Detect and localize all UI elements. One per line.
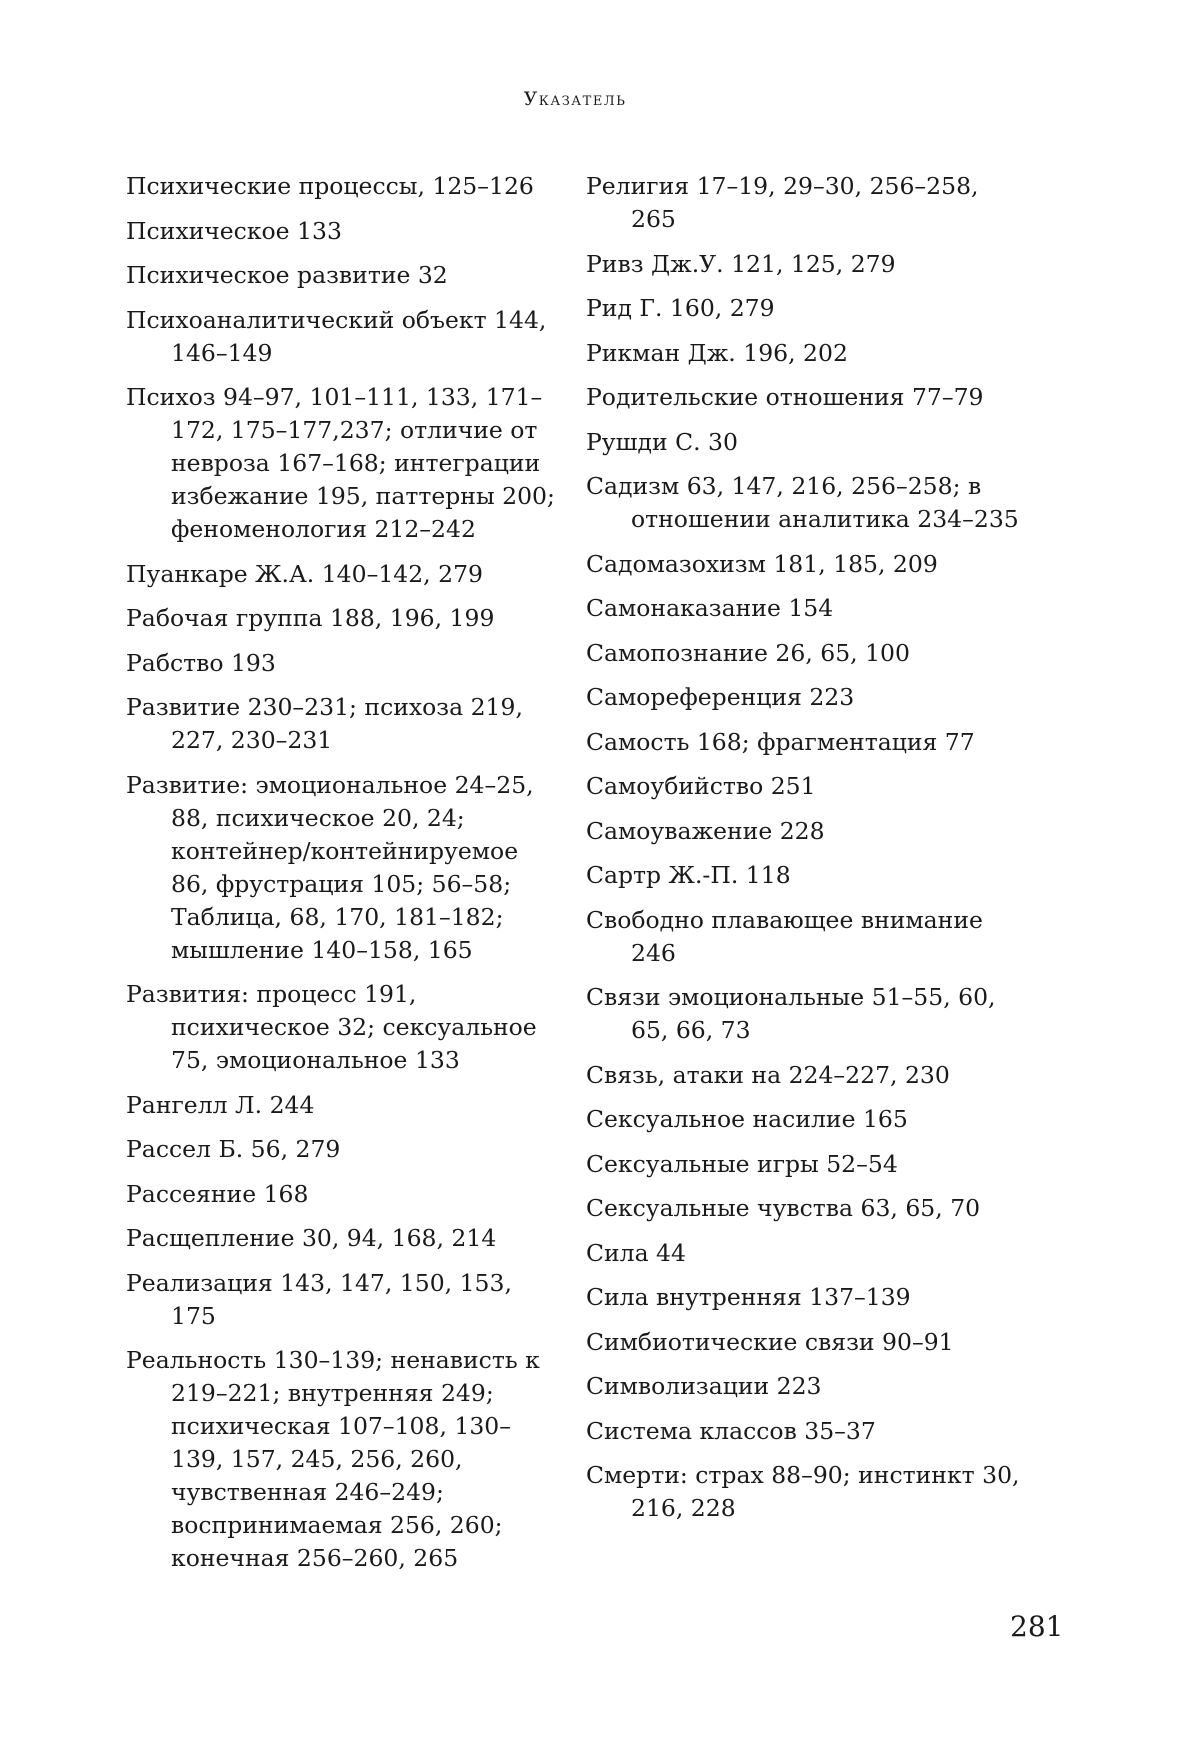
index-entry: Сила 44 [586, 1238, 686, 1267]
index-entry: Садомазохизм 181, 185, 209 [586, 549, 938, 578]
index-entry: Рассел Б. 56, 279 [126, 1135, 341, 1163]
index-entry: Самоуважение 228 [586, 816, 825, 845]
index-entry: Самонаказание 154 [586, 594, 834, 622]
index-entry: Связи эмоциональные 51–55, 60, 65, 66, 73 [586, 983, 996, 1044]
index-entry: Рассеяние 168 [126, 1179, 309, 1208]
index-entry: Самоубийство 251 [586, 772, 816, 800]
index-entry: Система классов 35–37 [586, 1416, 876, 1445]
running-header: Указатель [523, 88, 627, 110]
index-entry: Рабочая группа 188, 196, 199 [126, 604, 495, 632]
index-entry: Самореференция 223 [586, 683, 855, 711]
index-entry: Рабство 193 [126, 648, 276, 677]
index-entry: Садизм 63, 147, 216, 256–258; в отношении аналитика 234–235 [586, 472, 1019, 533]
index-entry: Психическое развитие 32 [126, 261, 448, 289]
index-entry: Сексуальное насилие 165 [586, 1105, 908, 1133]
index-entry: Рид Г. 160, 279 [586, 294, 775, 322]
index-entry: Свободно плавающее внимание 246 [586, 905, 983, 967]
index-entry: Рангелл Л. 244 [126, 1090, 315, 1119]
index-entry: Сексуальные игры 52–54 [586, 1149, 898, 1178]
index-entry: Симбиотические связи 90–91 [586, 1327, 954, 1356]
index-entry: Рикман Дж. 196, 202 [586, 338, 848, 367]
index-entry: Связь, атаки на 224–227, 230 [586, 1060, 950, 1089]
index-column-left [126, 170, 556, 1587]
index-entry: Развития: процесс 191, психическое 32; сексуальное 75, эмоциональное 133 [126, 980, 537, 1074]
index-entry: Религия 17–19, 29–30, 256–258, 265 [586, 172, 979, 233]
index-entry: Сексуальные чувства 63, 65, 70 [586, 1194, 981, 1222]
index-entry: Пуанкаре Ж.А. 140–142, 279 [126, 559, 483, 588]
index-entry: Развитие 230–231; психоза 219, 227, 230–231 [126, 693, 523, 754]
index-entry: Сила внутренняя 137–139 [586, 1283, 911, 1311]
index-entry: Рушди С. 30 [586, 427, 738, 456]
index-entry: Расщепление 30, 94, 168, 214 [126, 1224, 497, 1252]
index-entry: Психические процессы, 125–126 [126, 172, 534, 200]
index-entry: Реальность 130–139; ненависть к 219–221; внутренняя 249; психическая 107–108, 130–139, 157, 245, 256, 260, чувственная 246–249; воспринимаемая 256, 260; конечная 256–260, 265 [126, 1346, 540, 1572]
index-entry: Психоз 94–97, 101–111, 133, 171–172, 175–177,237; отличие от невроза 167–168; интеграции избежание 195, паттерны 200; феноменология 212–242 [126, 383, 555, 543]
index-entry: Самость 168; фрагментация 77 [586, 727, 975, 756]
index-entry: Психоаналитический объект 144, 146–149 [126, 305, 547, 367]
index-entry: Смерти: страх 88–90; инстинкт 30, 216, 228 [586, 1461, 1020, 1522]
index-entry: Самопознание 26, 65, 100 [586, 638, 910, 667]
index-entry: Реализация 143, 147, 150, 153, 175 [126, 1268, 512, 1330]
index-entry: Ривз Дж.У. 121, 125, 279 [586, 249, 896, 278]
index-entry: Сартр Ж.-П. 118 [586, 861, 791, 889]
index-entry: Психическое 133 [126, 216, 342, 245]
index-entry: Развитие: эмоциональное 24–25, 88, психическое 20, 24; контейнер/контейнируемое 86, фрустрация 105; 56–58; Таблица, 68, 170, 181–182; мышление 140–158, 165 [126, 770, 534, 964]
index-entry: Родительские отношения 77–79 [586, 383, 984, 411]
index-column-right [586, 170, 1026, 1537]
page-number: 281 [1010, 1610, 1064, 1643]
index-entry: Символизации 223 [586, 1372, 822, 1400]
